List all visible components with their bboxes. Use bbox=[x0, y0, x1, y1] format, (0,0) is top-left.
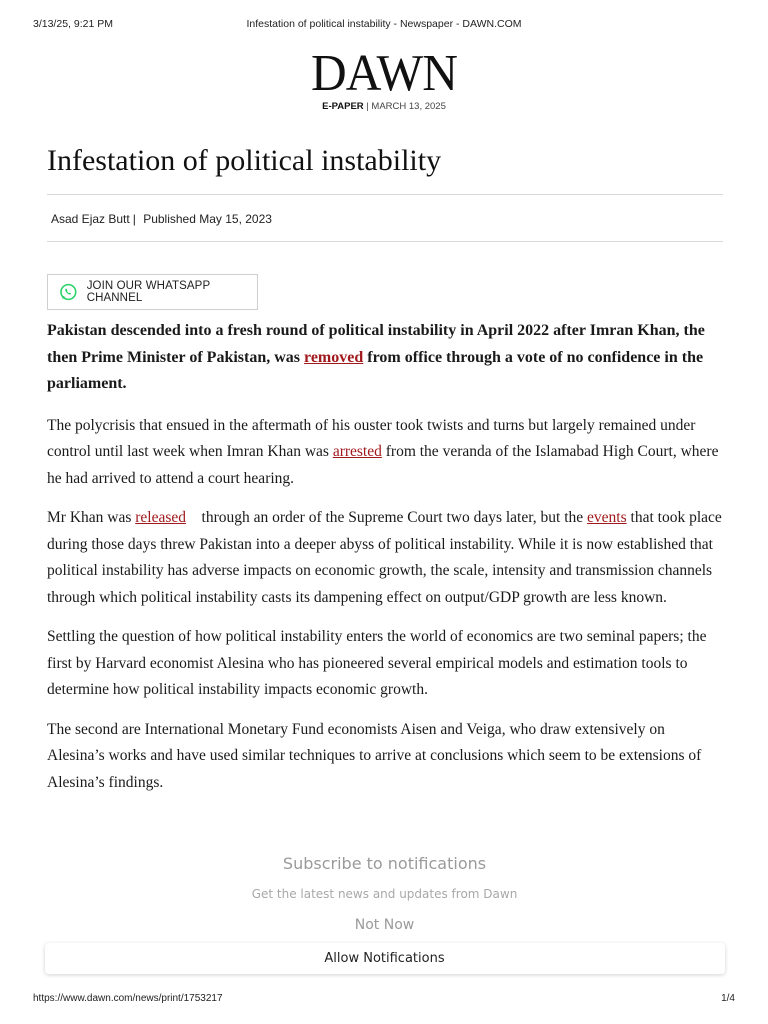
byline-separator: | bbox=[132, 212, 136, 226]
notification-prompt bbox=[44, 850, 725, 974]
paragraph-2 bbox=[47, 413, 722, 493]
allow-notifications-button[interactable]: Allow Notifications bbox=[45, 943, 725, 974]
whatsapp-icon bbox=[59, 282, 78, 302]
print-doc-title: Infestation of political instability - Newspaper - DAWN.COM bbox=[246, 18, 522, 30]
p3-text-2: through an order of the Supreme Court two days later, but the bbox=[186, 509, 588, 526]
lead-text-1: Pakistan descended into a fresh round of political instability in April 2022 after Imran Khan, the then Prime Minister of Pakistan, was bbox=[47, 322, 705, 366]
notification-subtitle: Get the latest news and updates from Dawn bbox=[251, 887, 518, 901]
whatsapp-channel-button[interactable] bbox=[47, 274, 258, 310]
byline bbox=[51, 212, 272, 226]
p2-text-1: The polycrisis that ensued in the aftermath of his ouster took twists and turns but largely remained under control until last week when Imran Khan was bbox=[47, 416, 696, 460]
link-events[interactable]: events bbox=[587, 509, 627, 526]
byline-divider bbox=[47, 241, 723, 242]
paragraph-5: The second are International Monetary Fund economists Aisen and Veiga, who draw extensively on Alesina’s works and have used similar techniques to arrive at conclusions which seem to be extensions of Alesina’s findings. bbox=[47, 720, 702, 791]
p3-text-1: Mr Khan was bbox=[47, 509, 136, 526]
paragraph-3 bbox=[47, 505, 722, 611]
masthead bbox=[0, 45, 768, 112]
lead-paragraph bbox=[47, 318, 722, 398]
article-body bbox=[47, 318, 722, 809]
author-name[interactable]: Asad Ejaz Butt bbox=[51, 212, 130, 226]
page-number: 1/4 bbox=[721, 993, 735, 1004]
link-arrested[interactable]: arrested bbox=[332, 443, 382, 460]
edition-separator: | bbox=[363, 101, 372, 112]
headline-divider bbox=[47, 194, 723, 195]
link-released[interactable]: released bbox=[135, 509, 187, 526]
p2-text-2: from the veranda of the Islamabad High Court, where he had arrived to attend a court hearing. bbox=[47, 443, 719, 487]
paragraph-4: Settling the question of how political instability enters the world of economics are two seminal papers; the first by Harvard economist Alesina who has pioneered several empirical models and estimation tools to determine how political instability impacts economic growth. bbox=[47, 628, 707, 698]
print-url: https://www.dawn.com/news/print/1753217 bbox=[33, 993, 223, 1004]
edition-line bbox=[0, 101, 768, 112]
edition-date: MARCH 13, 2025 bbox=[371, 101, 446, 112]
not-now-button[interactable]: Not Now bbox=[354, 917, 415, 933]
published-date: Published May 15, 2023 bbox=[143, 212, 272, 226]
article-headline: Infestation of political instability bbox=[47, 144, 442, 177]
epaper-label: E-PAPER bbox=[322, 101, 364, 112]
link-removed[interactable]: removed bbox=[304, 348, 364, 366]
notification-title: Subscribe to notifications bbox=[282, 854, 487, 873]
print-datetime: 3/13/25, 9:21 PM bbox=[33, 18, 113, 30]
lead-text-2: from office through a vote of no confidence in the parliament. bbox=[47, 348, 704, 392]
p3-text-3: that took place during those days threw Pakistan into a deeper abyss of political instability. While it is now established that political instability has adverse impacts on economic growth, the scale, intensity and transmission channels through which political instability casts its dampening effect on output/GDP growth are less known. bbox=[47, 509, 722, 606]
dawn-logo[interactable]: DAWN bbox=[311, 45, 457, 102]
whatsapp-button-label: JOIN OUR WHATSAPP CHANNEL bbox=[86, 280, 211, 304]
